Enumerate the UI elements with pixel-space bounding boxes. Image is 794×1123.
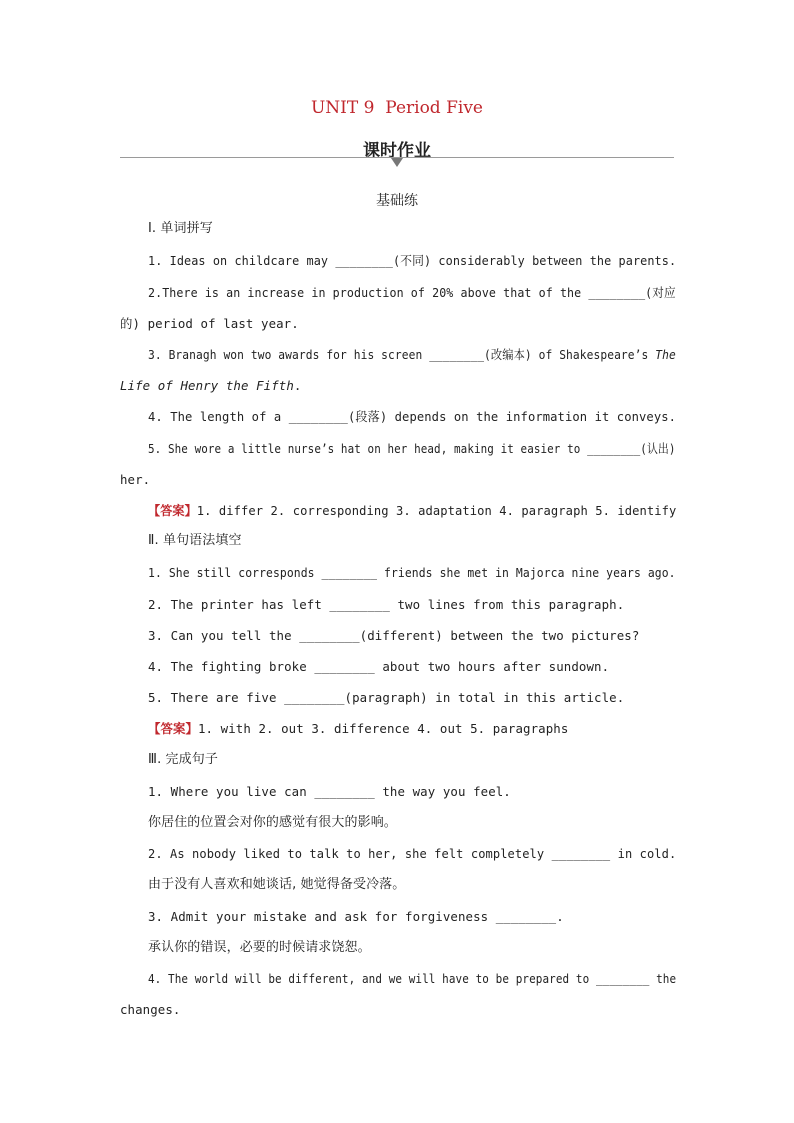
part1-question-4: 4. The length of a ________(段落) depends on the information it conveys. — [148, 409, 677, 424]
part2-question-2: 2. The printer has left ________ two lines from this paragraph. — [148, 597, 625, 612]
q3-title-end: Life of Henry the Fifth — [120, 378, 294, 393]
part2-heading: Ⅱ. 单句语法填空 — [148, 533, 242, 548]
part3-question-4-line2: changes. — [120, 1002, 181, 1017]
part1-question-5-line2: her. — [120, 472, 151, 487]
part1-answer — [148, 503, 676, 519]
part3-question-4-line1: 4. The world will be different, and we will have to be prepared to ________ the — [148, 971, 677, 986]
answer-tag: 【答案】 — [148, 503, 197, 518]
part1-question-3-line2 — [120, 378, 301, 394]
part3-question-1: 1. Where you live can ________ the way you feel. — [148, 784, 511, 799]
answer-tag: 【答案】 — [148, 721, 198, 736]
part3-heading: Ⅲ. 完成句子 — [148, 752, 218, 767]
part2-question-1: 1. She still corresponds ________ friends she met in Majorca nine years ago. — [148, 565, 676, 580]
answer-text: 1. differ 2. corresponding 3. adaptation 4. paragraph 5. identify — [196, 503, 677, 518]
homework-subtitle: 课时作业 — [363, 141, 431, 161]
part1-question-1: 1. Ideas on childcare may ________(不同) considerably between the parents. — [148, 253, 677, 268]
part3-question-3: 3. Admit your mistake and ask for forgiveness ________. — [148, 909, 564, 924]
part3-question-2: 2. As nobody liked to talk to her, she felt completely ________ in cold. — [148, 846, 677, 861]
q3-title-start: The — [655, 347, 676, 362]
part1-question-3-line1 — [148, 347, 676, 363]
unit-title: UNIT 9 Period Five — [310, 98, 483, 118]
part2-question-5: 5. There are five ________(paragraph) in total in this article. — [148, 690, 625, 705]
answer-text: 1. with 2. out 3. difference 4. out 5. paragraphs — [197, 721, 569, 736]
part3-question-2-chinese: 由于没有人喜欢和她谈话, 她觉得备受冷落。 — [148, 877, 406, 892]
divider-triangle-icon — [391, 158, 403, 167]
part2-question-4: 4. The fighting broke ________ about two hours after sundown. — [148, 659, 610, 674]
part3-question-1-chinese: 你居住的位置会对你的感觉有很大的影响。 — [148, 815, 397, 830]
q3-text: 3. Branagh won two awards for his screen ________(改编本) of Shakespeare’s — [148, 347, 656, 362]
part1-heading: Ⅰ. 单词拼写 — [148, 221, 213, 236]
part2-question-3: 3. Can you tell the ________(different) between the two pictures? — [148, 628, 640, 643]
part1-question-5-line1: 5. She wore a little nurse’s hat on her head, making it easier to ________(认出) — [148, 441, 676, 456]
part1-question-2-line1: 2.There is an increase in production of 20% above that of the ________(对应 — [148, 285, 676, 300]
q3-period: . — [293, 378, 302, 393]
part3-question-3-chinese: 承认你的错误，必要的时候请求饶恕。 — [148, 940, 371, 955]
section-title: 基础练 — [376, 193, 418, 209]
part2-answer — [148, 721, 568, 737]
part1-question-2-line2: 的) period of last year. — [120, 316, 299, 331]
